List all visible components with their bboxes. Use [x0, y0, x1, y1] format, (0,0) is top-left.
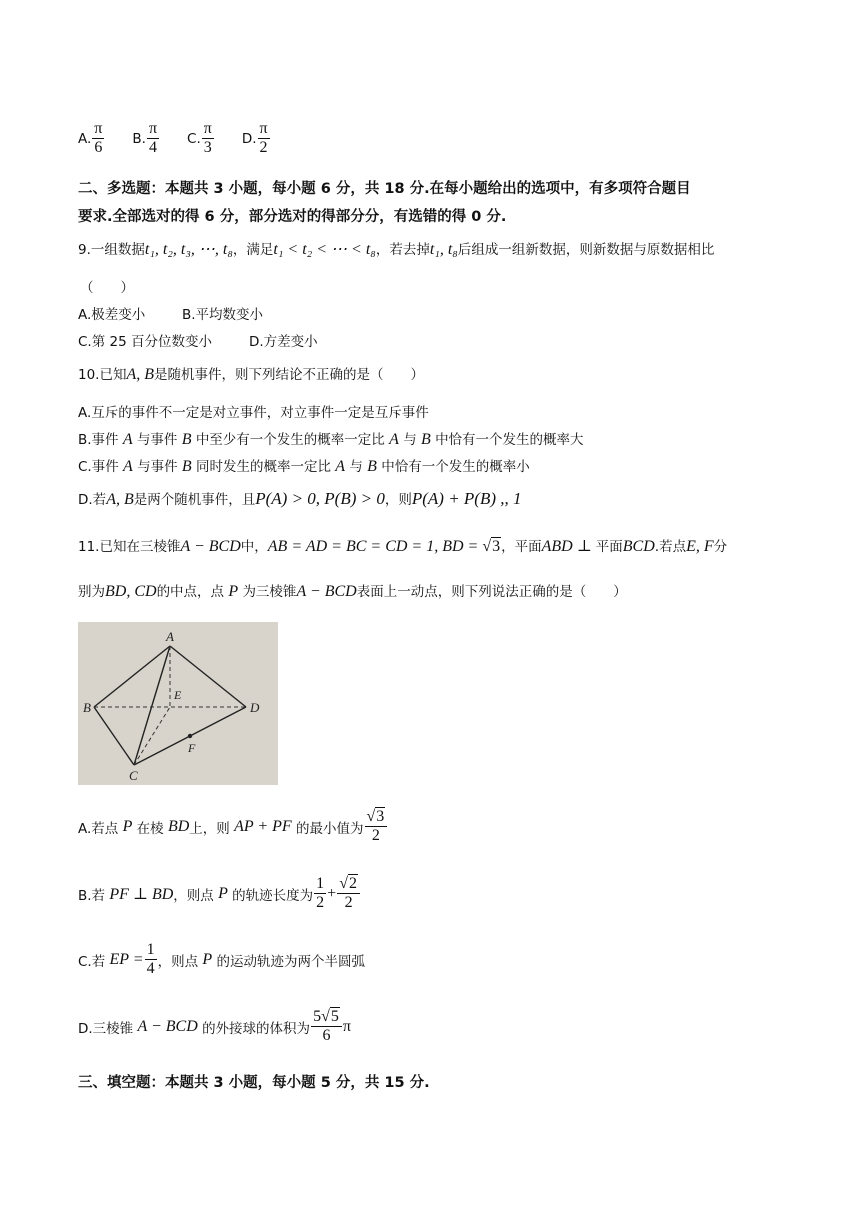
q9-option-c: C.第 25 百分位数变小: [78, 334, 212, 350]
q11-option-d: D.三棱锥 A − BCD 的外接球的体积为 $\frac{5√5}{6}$ π: [78, 1008, 351, 1044]
section2-heading-line1: 二、多选题：本题共 3 小题，每小题 6 分，共 18 分.在每小题给出的选项中，有多项符合题目: [78, 181, 691, 197]
label-e: E: [174, 688, 182, 702]
q8-options: [78, 120, 270, 157]
q10-stem: 10.已知A, B是随机事件，则下列结论不正确的是（ ）: [78, 366, 425, 383]
q8-option-a: A. $\frac{\pi}{6}$: [78, 120, 103, 156]
label-f: F: [188, 741, 196, 755]
point-f: [188, 734, 192, 738]
q10-option-c: C.事件 A 与事件 B 同时发生的概率一定比 A 与 B 中恰有一个发生的概率小: [78, 458, 530, 475]
q9-option-a: A.极差变小: [78, 307, 146, 323]
tetrahedron-figure: [78, 622, 278, 785]
tetrahedron-diagram: [78, 622, 278, 785]
edge-ab: [94, 646, 170, 707]
label-c: C: [129, 768, 138, 783]
edge-bc: [94, 707, 134, 765]
label-a: A: [166, 629, 174, 644]
q11-stem-line2: 别为BD, CD的中点，点 P 为三棱锥A − BCD表面上一动点，则下列说法正确的是（ ）: [78, 583, 627, 600]
q11-option-c: C.若 EP = $\frac{1}{4}$ ，则点 P 的运动轨迹为两个半圆弧: [78, 941, 365, 977]
label-d: D: [250, 700, 260, 715]
q8-option-c: C. $\frac{\pi}{3}$: [187, 120, 212, 156]
edge-ad: [170, 646, 246, 707]
q10-option-b: B.事件 A 与事件 B 中至少有一个发生的概率一定比 A 与 B 中恰有一个发生的概率大: [78, 431, 584, 448]
section3-heading: 三、填空题：本题共 3 小题，每小题 5 分，共 15 分.: [78, 1075, 430, 1091]
q9-paren: （ ）: [80, 280, 134, 296]
q9-stem: 9.一组数据t₁, t₂, t₃, ⋯, t₈，满足t₁ < t₂ < ⋯ < t₈，若去掉t₁, t₈后组成一组新数据，则新数据与原数据相比: [78, 241, 715, 258]
q10-option-a: A.互斥的事件不一定是对立事件，对立事件一定是互斥事件: [78, 405, 429, 421]
edge-ac: [134, 646, 170, 765]
q9-option-b: B.平均数变小: [182, 307, 264, 323]
q8-option-d: D. $\frac{\pi}{2}$: [241, 120, 268, 156]
section2-heading-line2: 要求.全部选对的得 6 分，部分选对的得部分分，有选错的得 0 分.: [78, 209, 507, 225]
q11-stem-line1: 11.已知在三棱锥A − BCD中，AB = AD = BC = CD = 1, BD = √3，平面ABD ⊥ 平面BCD.若点E, F分: [78, 538, 728, 555]
q11-option-b: B.若 PF ⊥ BD ，则点 P 的轨迹长度为 $\frac{1}{2}$ + $\frac{√2}{2}$: [78, 875, 361, 912]
q11-option-a: A.若点 P 在棱 BD 上，则 AP + PF 的最小值为 $\frac{√3}{2}$: [78, 808, 388, 845]
q10-option-d: D.若A, B是两个随机事件，且P(A) > 0, P(B) > 0，则P(A) + P(B) ,, 1: [78, 489, 522, 508]
q9-option-d: D.方差变小: [249, 334, 318, 350]
label-b: B: [83, 700, 91, 715]
q8-option-b: B. $\frac{\pi}{4}$: [132, 120, 158, 156]
